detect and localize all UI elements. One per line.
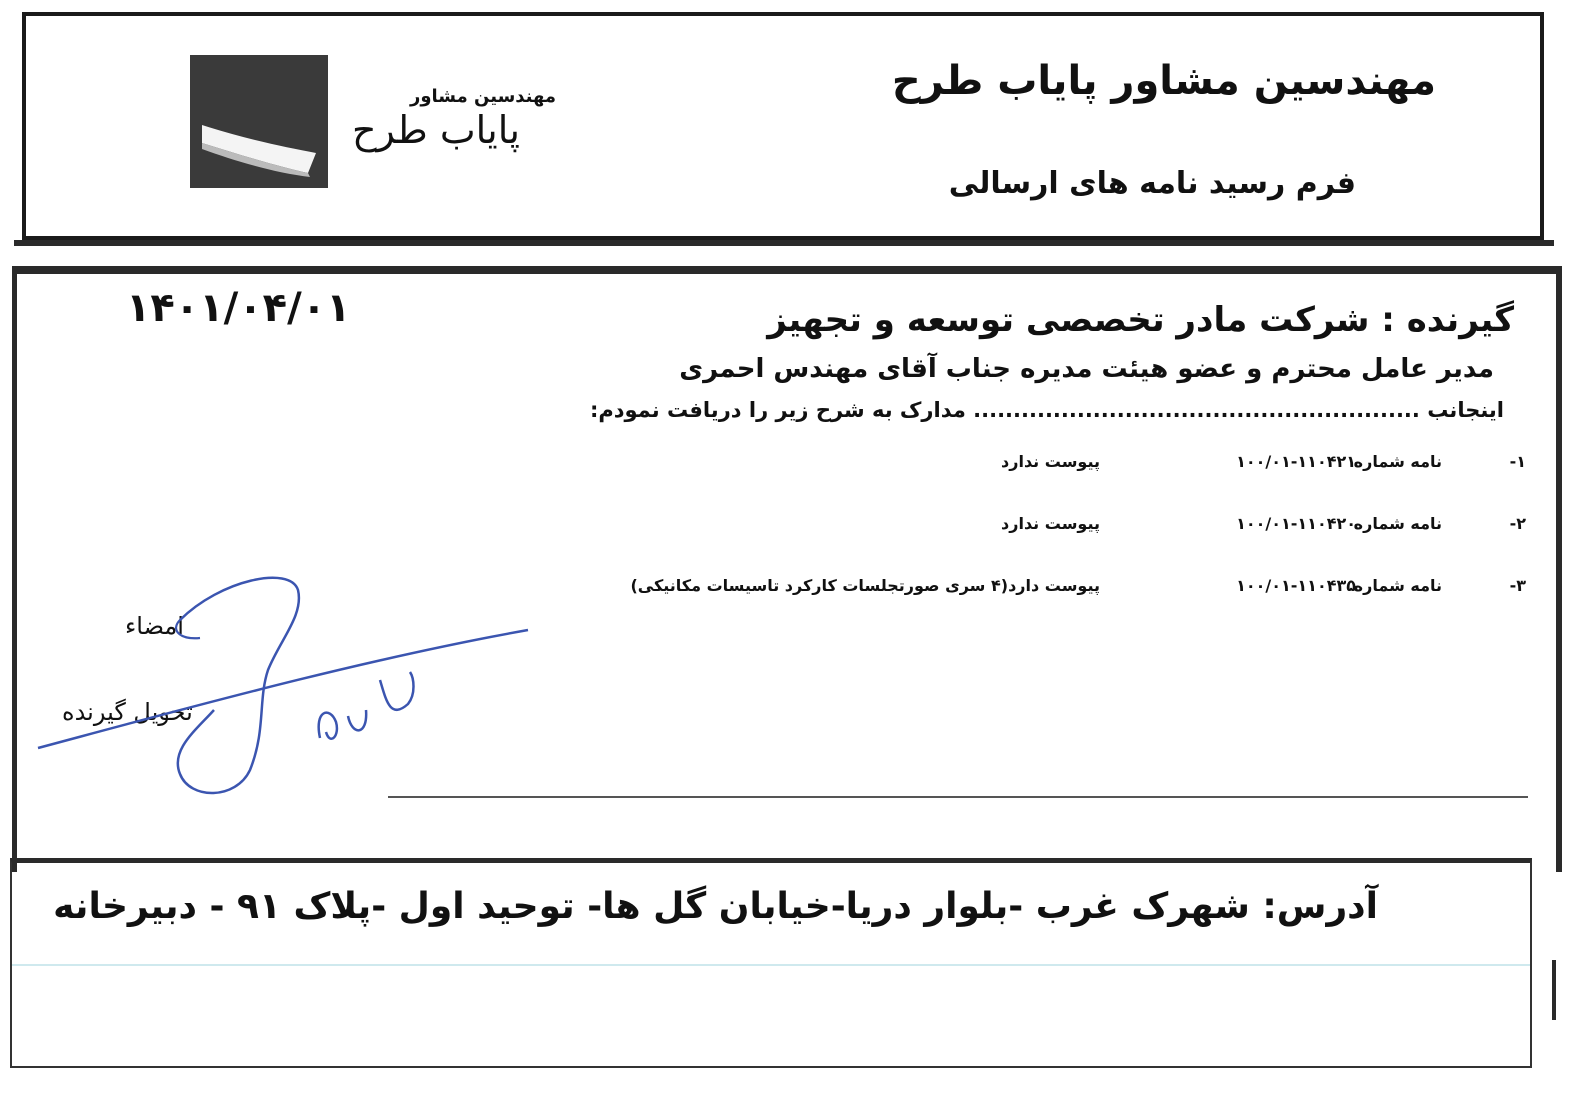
item-number: ۱۰۰/۰۱-۱۱۰۴۲۰	[1236, 514, 1356, 533]
divider	[1552, 960, 1556, 1020]
receipt-statement: اینجانب ........................................................ مدارک به شرح زیر را دریافت نمودم:	[589, 398, 1504, 422]
item-label: نامه شماره	[1353, 514, 1442, 533]
address-line: آدرس: شهرک غرب -بلوار دریا-خیابان گل ها- توحید اول -پلاک ۹۱ - دبیرخانه	[53, 886, 1378, 927]
handwritten-signature-icon	[30, 560, 550, 810]
divider	[388, 796, 1528, 798]
deliverer-label: تحویل گیرنده	[62, 698, 193, 726]
item-number: ۱۰۰/۰۱-۱۱۰۴۲۱	[1236, 452, 1356, 471]
header-shadow	[14, 240, 1554, 246]
logo-name: پایاب طرح	[352, 108, 520, 152]
item-index: ۳-	[1509, 576, 1526, 595]
logo-subtitle: مهندسین مشاور	[410, 86, 557, 107]
letter-date: ۱۴۰۱/۰۴/۰۱	[126, 285, 351, 331]
item-label: نامه شماره	[1353, 452, 1442, 471]
item-attachment: پیوست دارد(۴ سری صورتجلسات کارکرد تاسیسات مکانیکی)	[630, 576, 1100, 595]
company-title: مهندسین مشاور پایاب طرح	[891, 58, 1436, 104]
divider	[12, 964, 1530, 966]
recipient-line: گیرنده : شرکت مادر تخصصی توسعه و تجهیز	[767, 300, 1514, 340]
item-attachment: پیوست ندارد	[1001, 514, 1100, 533]
item-index: ۱-	[1509, 452, 1526, 471]
list-item	[566, 452, 1526, 482]
signature-label: امضاء	[125, 612, 184, 640]
list-item	[566, 514, 1526, 544]
item-attachment: پیوست ندارد	[1001, 452, 1100, 471]
company-logo-icon	[190, 55, 328, 188]
item-label: نامه شماره	[1353, 576, 1442, 595]
item-index: ۲-	[1509, 514, 1526, 533]
list-item	[566, 576, 1526, 606]
manager-line: مدیر عامل محترم و عضو هیئت مدیره جناب آقای مهندس احمری	[679, 354, 1494, 384]
form-title: فرم رسید نامه های ارسالی	[948, 166, 1356, 201]
item-number: ۱۰۰/۰۱-۱۱۰۴۳۵	[1236, 576, 1356, 595]
